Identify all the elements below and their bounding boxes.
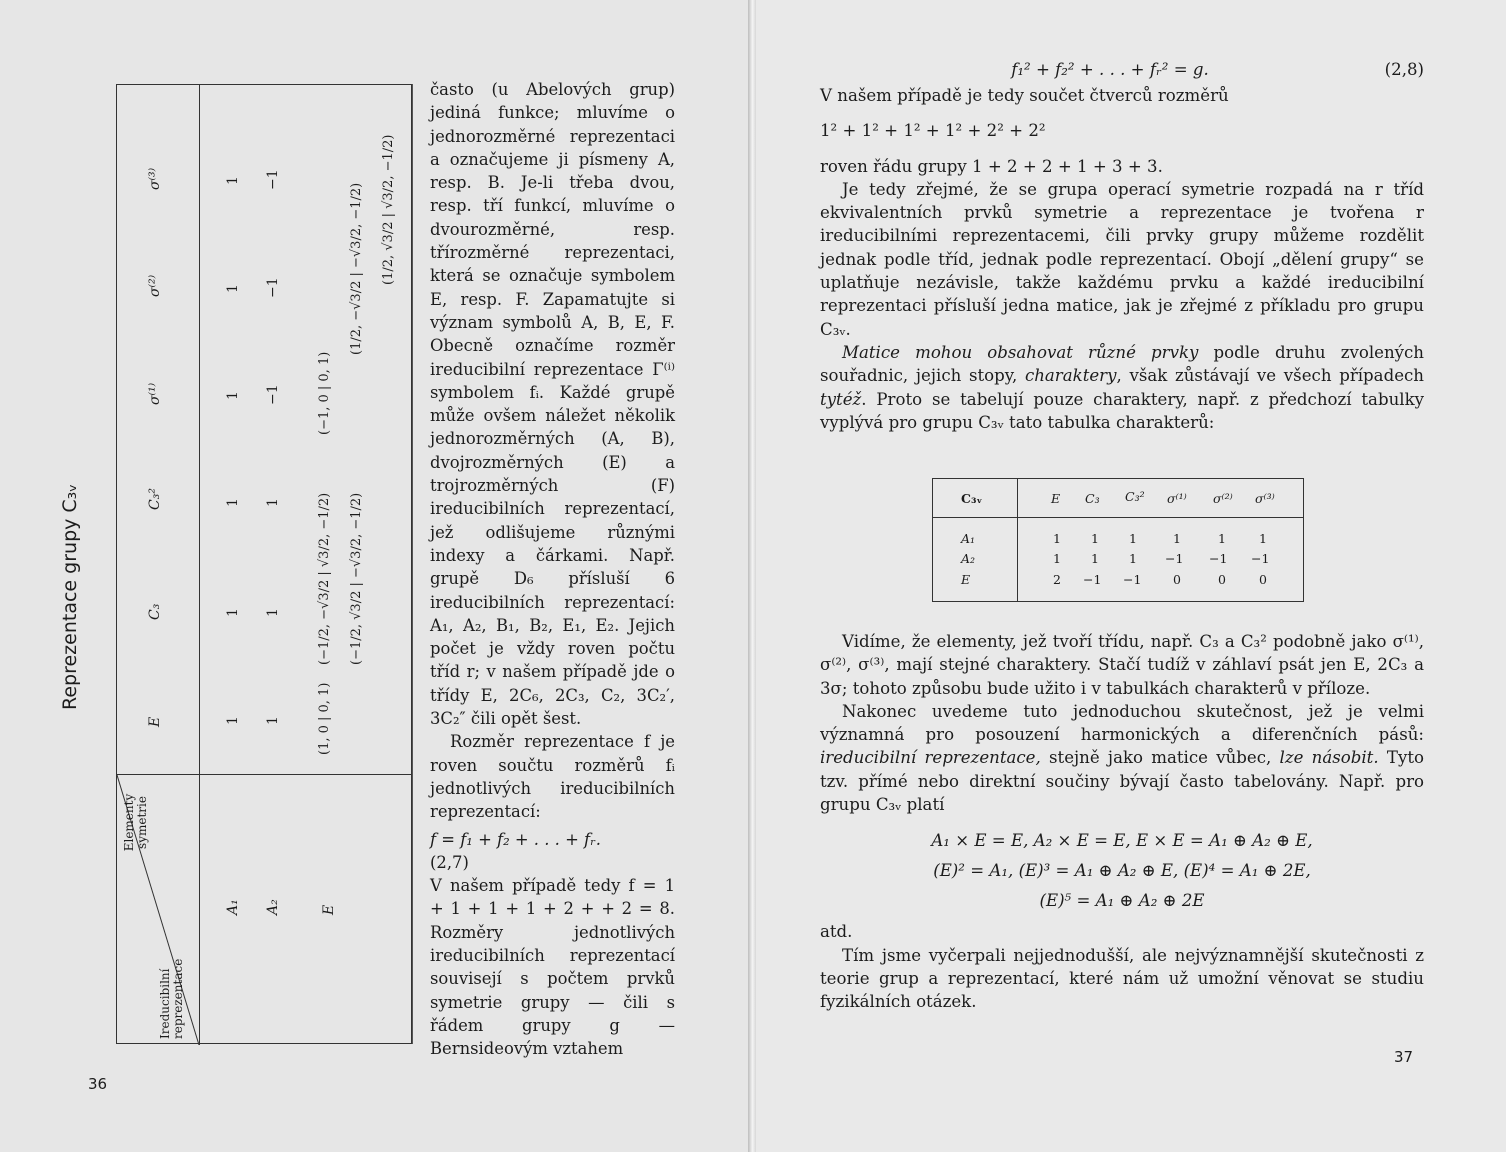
char-row-E: E (961, 572, 971, 587)
p2-text-b: , však zůstávají ve všech případech (1116, 366, 1424, 386)
char-E-C3sq: −1 (1123, 572, 1142, 587)
char-A2-sigma3: −1 (1251, 551, 1270, 566)
product-line-1: A₁ × E = E, A₂ × E = E, E × E = A₁ ⊕ A₂ ⊕ E, (931, 831, 1313, 851)
char-A1-sigma3: 1 (1259, 531, 1267, 546)
cell-A1-E: 1 (225, 716, 241, 725)
cell-A1-sigma3: 1 (225, 176, 241, 185)
char-E-E: 2 (1053, 572, 1061, 587)
right-line-2: roven řádu grupy 1 + 2 + 2 + 1 + 3 + 3. (820, 156, 1163, 176)
left-paragraph-3: V našem případě tedy f = 1 + 1 + 1 + 1 + 2 + + 2 = 8. Rozměry jednotlivých ireducibilních reprezentací souvisejí s počtem prvků symetrie grupy — čili s řádem grupy g — Bernsideovým vztahem (430, 876, 675, 1059)
p4-text-a: Nakonec uvedeme tuto jednoduchou skutečnost, jež je velmi významná pro posouzení harmonických a diferenčních pásů: (820, 701, 1424, 745)
page-number-right: 37 (1394, 1048, 1414, 1066)
char-A1-sigma2: 1 (1218, 531, 1226, 546)
char-A2-sigma2: −1 (1209, 551, 1228, 566)
corner-top-label: Elementy symetrie (122, 793, 149, 852)
char-col-C3sq: C₃² (1125, 489, 1145, 504)
right-paragraph-5: Tím jsme vyčerpali nejjednodušší, ale nejvýznamnější skutečnosti z teorie grup a reprezentací, které nám už umožní věnovat se studiu fyzikálních otázek. (820, 945, 1424, 1012)
sum-of-squares: 1² + 1² + 1² + 1² + 2² + 2² (820, 121, 1046, 141)
right-lower-text (820, 630, 1424, 1014)
p4-text-b: stejně jako matice vůbec, (1040, 748, 1280, 768)
char-E-C3: −1 (1083, 572, 1102, 587)
col-header-C3: C₃ (147, 603, 163, 620)
cell-A2-sigma1: −1 (265, 384, 281, 405)
equation-number-2-8: (2,8) (1384, 60, 1424, 79)
cell-A1-sigma2: 1 (225, 284, 241, 293)
representation-table-rotated (59, 85, 413, 1045)
char-A2-C3sq: 1 (1129, 551, 1137, 566)
cell-A2-C3sq: 1 (265, 498, 281, 507)
right-page (756, 0, 1506, 1152)
char-A1-E: 1 (1053, 531, 1061, 546)
cell-E-sigma3: (1/2, √3/2 | √3/2, −1/2) (381, 134, 396, 285)
left-paragraph-1: často (u Abelových grup) jediná funkce; mluvíme o jednorozměrné reprezentaci a označujeme ji písmeny A, resp. B. Je-li třeba dvou, resp. tří funkcí, mluvíme o dvourozměrné, resp. třírozměrné reprezentaci, která se označuje symbolem E, resp. F. Zapamatujte si význam symbolů A, B, E, F. Obecně označíme rozměr ireducibilní reprezentace Γ⁽ⁱ⁾ symbolem fᵢ. Každé grupě může ovšem náležet několik jednorozměrných (A, B), dvojrozměrných (E) a trojrozměrných (F) ireducibilních reprezentací, jež odlišujeme různými indexy a čárkami. Např. grupě D₆ přísluší 6 ireducibilních reprezentací: A₁, A₂, B₁, B₂, E₁, E₂. Jejich počet je vždy roven počtu tříd r; v našem případě jde o třídy E, 2C₆, 2C₃, C₂, 3C₂′, 3C₂″ čili opět šest. (430, 80, 675, 729)
char-row-A1: A₁ (961, 531, 976, 546)
col-header-sigma2: σ⁽²⁾ (147, 274, 163, 297)
char-table-hline (933, 517, 1303, 518)
table-caption: Reprezentace grupy C₃ᵥ (59, 483, 81, 710)
cell-E-sigma2: (1/2, −√3/2 | −√3/2, −1/2) (349, 182, 364, 355)
char-E-sigma1: 0 (1173, 572, 1181, 587)
char-col-sigma1: σ⁽¹⁾ (1167, 491, 1187, 506)
right-paragraph-1: Je tedy zřejmé, že se grupa operací symetrie rozpadá na r tříd ekvivalentních prvků symetrie a reprezentace je tvořena r ireducibilními reprezentacemi, čili prvky grupy můžeme rozdělit jednak podle tříd, jednak podle reprezentací. Obojí „dělení grupy“ se uplatňuje nezávisle, takže každému prvku a každé ireducibilní reprezentaci přísluší jedna matice, jak je zřejmé z příkladu pro grupu C₃ᵥ. (820, 179, 1424, 339)
row-label-A1: A₁ (225, 899, 241, 915)
col-header-sigma3: σ⁽³⁾ (147, 167, 163, 190)
p2-italic-2: charaktery (1024, 366, 1117, 386)
char-col-C3: C₃ (1085, 491, 1100, 506)
col-header-sigma1: σ⁽¹⁾ (147, 382, 163, 405)
cell-A2-sigma3: −1 (265, 169, 281, 190)
char-A1-C3sq: 1 (1129, 531, 1137, 546)
character-table (932, 478, 1304, 602)
char-col-E: E (1051, 491, 1061, 506)
p2-text-c: . Proto se tabelují pouze charaktery, např. z předchozí tabulky vyplývá pro grupu C₃ᵥ tato tabulka charakterů: (820, 389, 1424, 432)
cell-A1-sigma1: 1 (225, 391, 241, 400)
left-page (0, 0, 750, 1152)
p4-italic-2: lze násobit. (1279, 748, 1379, 768)
corner-bottom-label: Ireducibilní reprezentace (158, 958, 185, 1039)
cell-E-sigma1: (−1, 0 | 0, 1) (317, 351, 332, 435)
p2-italic: Matice mohou obsahovat různé prvky (842, 342, 1199, 362)
cell-A2-sigma2: −1 (265, 277, 281, 298)
cell-E-E: (1, 0 | 0, 1) (317, 682, 332, 755)
char-A2-E: 1 (1053, 551, 1061, 566)
product-line-3: (E)⁵ = A₁ ⊕ A₂ ⊕ 2E (1039, 891, 1205, 911)
row-label-E: E (321, 904, 337, 915)
right-paragraph-2 (820, 341, 1424, 434)
atd: atd. (820, 922, 853, 942)
cell-E-C3sq: (−1/2, √3/2 | −√3/2, −1/2) (349, 492, 364, 665)
cell-E-C3: (−1/2, −√3/2 | √3/2, −1/2) (317, 492, 332, 665)
col-header-E: E (147, 716, 163, 727)
char-A2-sigma1: −1 (1165, 551, 1184, 566)
row-label-A2: A₂ (265, 899, 281, 915)
page-number-left: 36 (88, 1075, 108, 1093)
right-line-1: V našem případě je tedy součet čtverců rozměrů (820, 86, 1229, 105)
representation-table (59, 84, 412, 1044)
char-A1-sigma1: 1 (1173, 531, 1181, 546)
col-header-C3sq: C₃² (147, 488, 163, 510)
p2-text-a: podle druhu zvolených souřadnic, jejich stopy, (820, 342, 1424, 386)
right-text-column (820, 58, 1424, 434)
char-col-sigma3: σ⁽³⁾ (1255, 491, 1275, 506)
product-line-2: (E)² = A₁, (E)³ = A₁ ⊕ A₂ ⊕ E, (E)⁴ = A₁ ⊕ 2E, (933, 861, 1311, 881)
char-corner: C₃ᵥ (961, 491, 983, 506)
p4-text-c: Tyto tzv. přímé nebo direktní součiny bývají často tabelovány. Např. pro grupu C₃ᵥ platí (820, 748, 1424, 815)
char-A2-C3: 1 (1091, 551, 1099, 566)
cell-A1-C3: 1 (225, 608, 241, 617)
equation-number-2-7: (2,7) (430, 852, 469, 872)
p2-italic-3: tytéž (820, 389, 862, 409)
cell-A1-C3sq: 1 (225, 498, 241, 507)
char-E-sigma3: 0 (1259, 572, 1267, 587)
right-paragraph-4 (820, 700, 1424, 816)
char-col-sigma2: σ⁽²⁾ (1213, 491, 1233, 506)
char-table-vline (1017, 479, 1018, 601)
char-A1-C3: 1 (1091, 531, 1099, 546)
table-header-divider (199, 85, 200, 1045)
cell-A2-E: 1 (265, 716, 281, 725)
p4-italic: ireducibilní reprezentace, (820, 748, 1041, 768)
equation-2-8: f₁² + f₂² + . . . + fᵣ² = g. (1011, 60, 1209, 79)
char-E-sigma2: 0 (1218, 572, 1226, 587)
char-row-A2: A₂ (961, 551, 976, 566)
equation-2-7: f = f₁ + f₂ + . . . + fᵣ. (430, 829, 601, 849)
column-rule (412, 84, 413, 1044)
cell-A2-C3: 1 (265, 608, 281, 617)
left-text-column (430, 78, 675, 1060)
right-paragraph-3: Vidíme, že elementy, jež tvoří třídu, např. C₃ a C₃² podobně jako σ⁽¹⁾, σ⁽²⁾, σ⁽³⁾, mají stejné charaktery. Stačí tudíž v záhlaví psát jen E, 2C₃ a 3σ; tohoto způsobu bude užito i v tabulkách charakterů v příloze. (820, 632, 1424, 698)
left-paragraph-2: Rozměr reprezentace f je roven součtu rozměrů fᵢ jednotlivých ireducibilních reprezentací: (430, 732, 675, 822)
